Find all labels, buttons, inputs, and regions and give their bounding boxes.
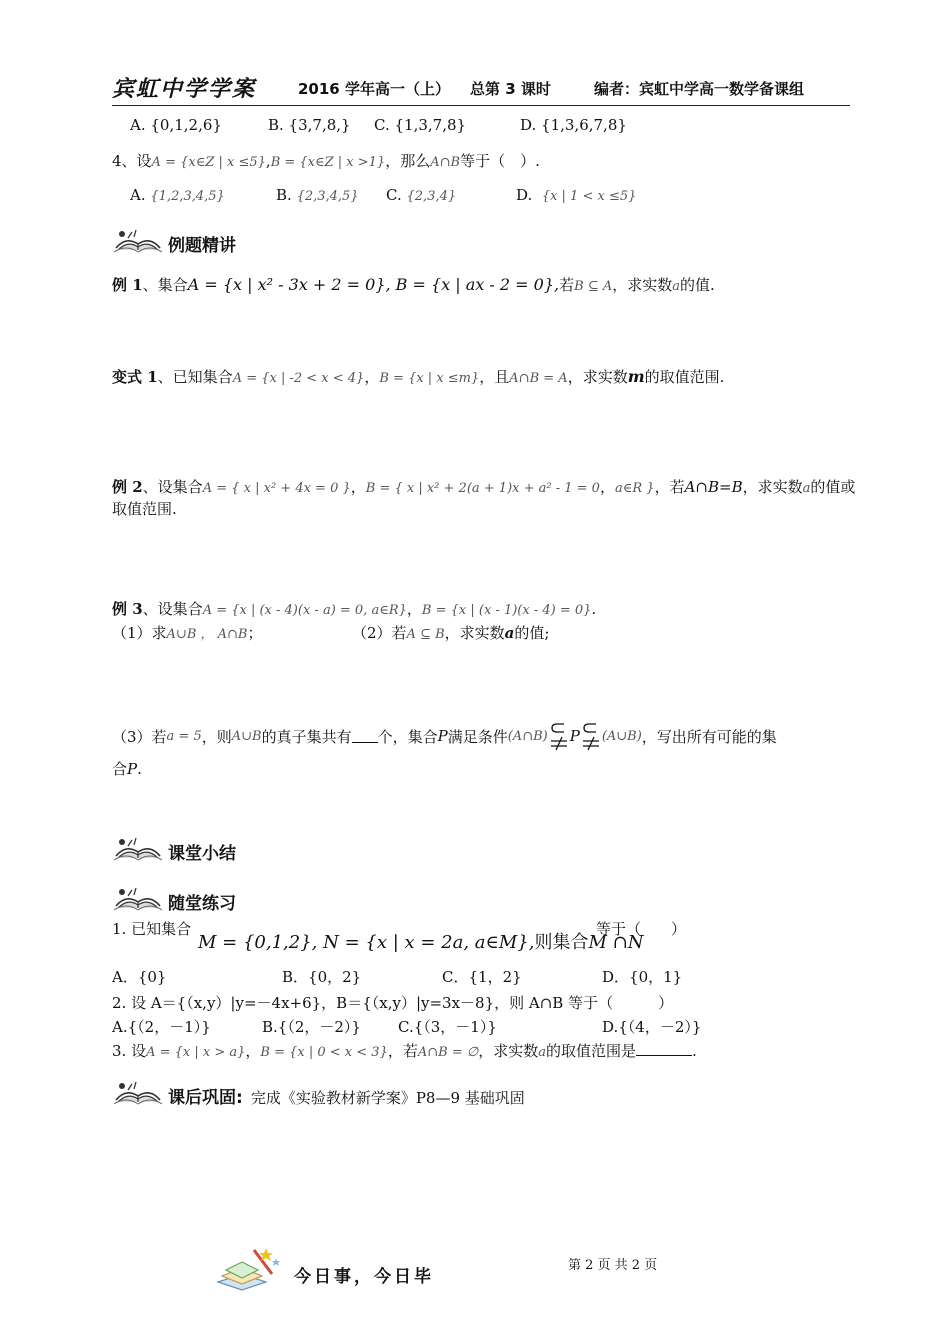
example-1-math: A = {x | x² - 3x + 2 = 0}, B = {x | ax - 2 = 0}, [187,275,560,294]
example-3-part-3: （3）若 a = 5 ，则 A∪B 的真子集共有 个，集合 P 满足条件 (A∩B) P (A∪B) ，写出所有可能的集 [112,716,777,756]
q4-option-b: B. {2,3,4,5} [276,186,359,204]
practice-1-option-d: D．{0，1} [602,968,683,986]
proper-subset-symbol [580,721,602,751]
page-number: 第 2 页 共 2 页 [568,1258,658,1273]
example-3-part-1: （1）求A∪B ， A∩B； [112,624,263,642]
practice-1-tail: 等于（ ） [596,920,687,938]
book-icon [112,834,164,864]
q4-set-b: B = {x∈Z | x >1} [270,155,386,170]
practice-2: 2. 设 A＝{（x,y）|y=－4x+6}，B＝{（x,y）|y=3x－8}，则 A∩B 等于（ ） [112,994,674,1012]
variant-1: 变式 1、已知集合A = {x | -2 < x < 4}，B = {x | x ≤m}，且A∩B = A，求实数m的取值范围. [112,367,725,386]
practice-1-option-a: A．{0} [112,968,167,986]
header-editor: 编者：宾虹中学高一数学备课组 [594,80,805,98]
section-summary: 课堂小结 [112,834,236,864]
section-practice: 随堂练习 [112,884,236,914]
q4-question: 4、设A = {x∈Z | x ≤5},B = {x∈Z | x >1}，那么A∩B等于（ ）. [112,152,540,170]
header-brand: 宾虹中学学案 [112,76,257,102]
example-1: 例 1、集合A = {x | x² - 3x + 2 = 0}, B = {x | ax - 2 = 0},若B ⊆ A，求实数a的值. [112,275,715,294]
book-icon [112,226,164,256]
section-examples: 例题精讲 [112,226,236,256]
section-homework: 课后巩固: 完成《实验教材新学案》P8—9 基础巩固 [112,1078,525,1108]
homework-text: 完成《实验教材新学案》P8—9 基础巩固 [250,1089,525,1107]
header-course: 2016 学年高一（上） [298,80,450,98]
practice-2-option-c: C.{（3，－1）} [398,1018,497,1036]
answer-blank[interactable] [352,730,378,743]
q4-set-a: A = {x∈Z | x ≤5} [151,155,266,170]
q3-option-a: A. {0,1,2,6} [130,116,222,134]
header-rule [112,105,850,106]
q3-option-d: D. {1,3,6,7,8} [520,116,627,134]
practice-1-option-c: C．{1，2} [442,968,522,986]
practice-1-option-b: B．{0，2} [282,968,362,986]
book-icon [112,1078,164,1108]
proper-subset-symbol [548,721,570,751]
practice-2-option-b: B.{（2，－2）} [262,1018,361,1036]
practice-2-option-d: D.{（4，－2）} [602,1018,702,1036]
practice-1-math: M = {0,1,2}, N = {x | x = 2a, a∈M},则集合M ∩N [198,932,644,953]
footer-books-icon [212,1244,282,1294]
example-3: 例 3、设集合A = {x | (x - 4)(x - a) = 0, a∈R}，B = {x | (x - 1)(x - 4) = 0}. [112,600,597,618]
example-2: 例 2、设集合A = { x | x² + 4x = 0 }，B = { x | x² + 2(a + 1)x + a² - 1 = 0，a∈R }，若A∩B=B，求实数a的值或 [112,478,856,496]
example-3-part-2: （2）若A ⊆ B，求实数a的值; [352,624,550,642]
example-3-part-3-line2: 合P. [112,760,142,778]
example-2-line2: 取值范围. [112,500,177,518]
footer-slogan: 今日事，今日毕 [294,1267,434,1287]
q4-option-a: A. {1,2,3,4,5} [130,186,225,204]
q4-option-d: D. {x | 1 < x ≤5} [516,186,637,204]
book-icon [112,884,164,914]
practice-2-option-a: A.{（2，－1）} [112,1018,211,1036]
practice-1-label: 1. 已知集合 [112,920,192,938]
q4-option-c: C. {2,3,4} [386,186,457,204]
header-lesson: 总第 3 课时 [470,80,551,98]
q3-option-b: B. {3,7,8,} [268,116,351,134]
q3-option-c: C. {1,3,7,8} [374,116,467,134]
practice-3: 3. 设A = {x | x > a}，B = {x | 0 < x < 3}，若A∩B = ∅，求实数a的取值范围是 . [112,1042,697,1060]
answer-blank[interactable] [636,1043,692,1056]
